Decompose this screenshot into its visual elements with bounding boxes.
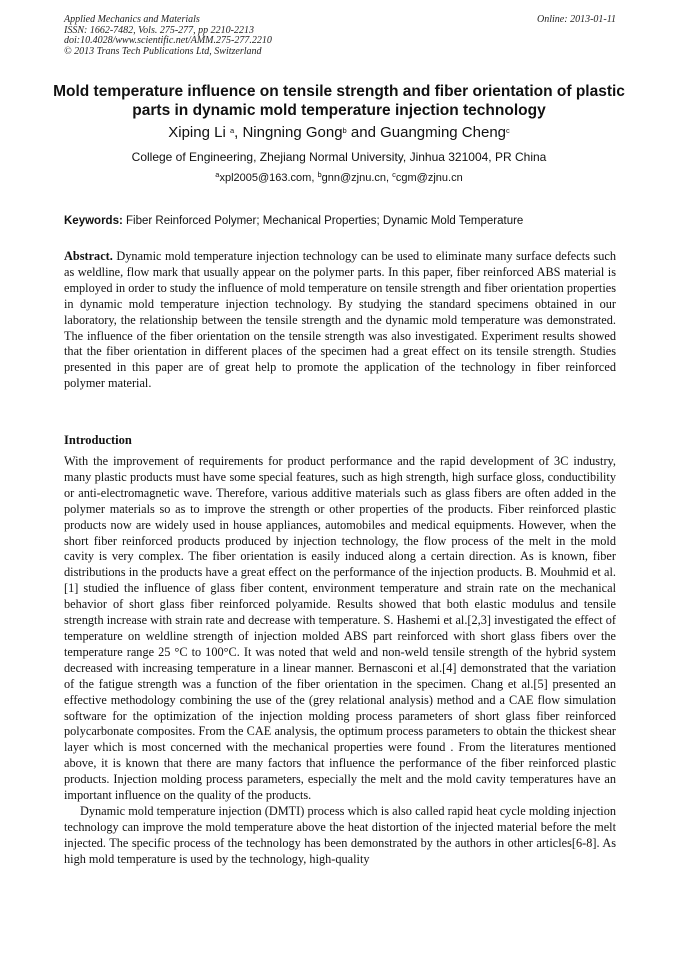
author-name: Xiping Li [168, 124, 226, 141]
introduction-body [64, 454, 616, 868]
email-mark: c [392, 170, 396, 179]
author-name: Ningning Gong [242, 124, 343, 141]
email-link[interactable]: xpl2005@163.com [219, 172, 312, 184]
affiliation: College of Engineering, Zhejiang Normal University, Jinhua 321004, PR China [131, 150, 547, 164]
author-affil-mark: a [229, 126, 235, 135]
paper-title: Mold temperature influence on tensile strength and fiber orientation of plastic parts in dynamic mold temperature injection technology [53, 83, 625, 119]
author-affil-mark: c [506, 126, 510, 135]
paragraph: With the improvement of requirements for product performance and the rapid development of 3C industry, many plastic products must have some special features, such as high strength, high surface gloss, conductibility or anti-electromagnetic wave. Therefore, various additive materials such as glass fibers are often added in the polymer materials so as to improve the strength or other properties of the products. Fiber reinforced plastic products now are widely used in house appliances, automobiles and medical equipments. However, when the short fiber reinforced products produced by injection technology, the flow process of the melt in the mold cavity is very complex. The fiber orientation is easily induced along a certain direction. As is known, fiber distributions in the products have a great effect on the performance of the injection products. B. Mouhmid et al. [1] studied the influence of glass fiber content, environment temperature and strain rate on the mechanical behavior of short glass fiber reinforced polyamide. Results showed that both elastic modulus and tensile strength increase with strain rate and decrease with temperature. S. Hashemi et al.[2,3] investigated the effect of temperature on weldline strength of injection molded ABS part reinforced with short glass fibers over the temperature range 25 °C to 100°C. It was noted that weld and non-weld tensile strength of the hybrid system decreased with increasing temperature in a linear manner. Bernasconi et al.[4] demonstrated that the variation of the fatigue strength was a function of the fiber orientation in the specimen. Chang et al.[5] presented an effective methodology combining the use of the (grey relational analysis) method and a CAE flow simulation software for the optimization of the injection molding process parameters of short glass fiber reinforced polycarbonate composites. From the CAE analysis, the optimum process parameters to obtain the thickest shear layer which is most concerned with the mechanical properties were found . From the literatures mentioned above, it is known that there are many factors that influence the performance of the fiber reinforced plastic products. Injection molding process parameters, especially the melt and the mold cavity temperatures have an important influence on the quality of the products. [64, 454, 616, 803]
abstract-text: Dynamic mold temperature injection technology can be used to eliminate many surface defects such as weldline, flow mark that usually appear on the polymer parts. In this paper, fiber reinforced ABS material is employed in order to study the influence of mold temperature on tensile strength and fiber orientation properties in dynamic mold temperature injection technology. By studying the standard specimens obtained in our laboratory, the relationship between the tensile strength and the dynamic mold temperature was demonstrated. The influence of the fiber orientation on the tensile strength was also investigated. Experiment results showed that the fiber orientation in different places of the specimen had a great effect on its tensile strength. Studies presented in this paper are of great help to promote the application of the technology in fiber reinforced polymer material. [64, 249, 616, 391]
journal-name: Applied Mechanics and Materials [64, 14, 200, 25]
copyright-line: © 2013 Trans Tech Publications Ltd, Switzerland [64, 45, 262, 57]
journal-header [64, 15, 616, 57]
email-link[interactable]: gnn@zjnu.cn [321, 172, 387, 184]
keywords-label: Keywords: [64, 215, 123, 227]
email-separator: , [311, 172, 318, 184]
author-separator: and [346, 124, 381, 141]
author-separator: , [234, 124, 243, 141]
online-date: Online: 2013-01-11 [537, 14, 616, 25]
email-mark: a [215, 170, 220, 179]
paragraph: Dynamic mold temperature injection (DMTI) process which is also called rapid heat cycle molding injection technology can improve the mold temperature above the heat distortion of the injected material before the melt injected. The specific process of the technology has been demonstrated by the authors in other articles[6-8]. As high mold temperature is used by the technology, high-quality [64, 803, 616, 866]
keywords [64, 214, 616, 229]
author-affil-mark: b [342, 126, 347, 135]
author-name: Guangming Cheng [380, 124, 507, 141]
doi-line: doi:10.4028/www.scientific.net/AMM.275-277.2210 [64, 35, 272, 46]
abstract-label: Abstract. [64, 249, 113, 263]
author-list [40, 124, 638, 142]
keywords-text: Fiber Reinforced Polymer; Mechanical Properties; Dynamic Mold Temperature [122, 215, 524, 227]
email-mark: b [317, 170, 322, 179]
email-separator: , [386, 172, 393, 184]
issn-line: ISSN: 1662-7482, Vols. 275-277, pp 2210-2213 [64, 24, 254, 36]
introduction-heading: Introduction [64, 433, 132, 447]
abstract [64, 249, 616, 392]
email-list [40, 171, 638, 186]
email-link[interactable]: cgm@zjnu.cn [395, 172, 463, 184]
